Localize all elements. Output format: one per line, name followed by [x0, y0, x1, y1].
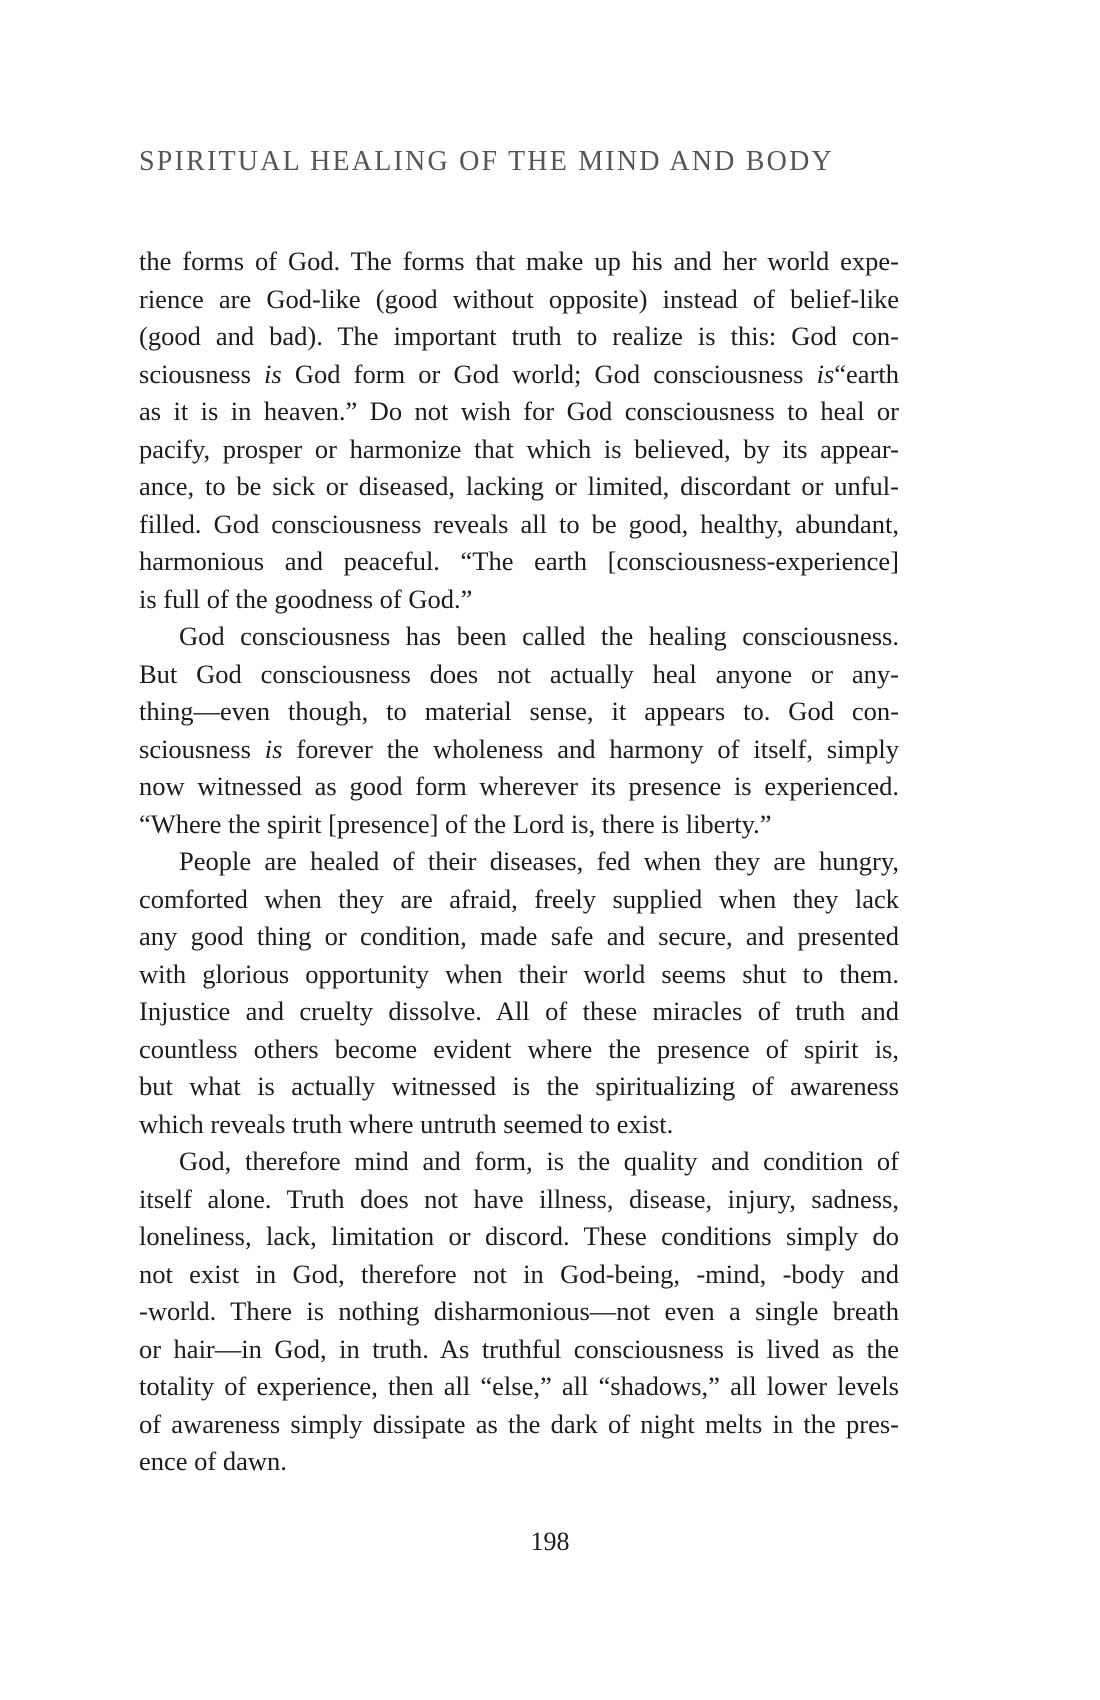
text-line: [139, 1181, 899, 1219]
text-segment: countless others become evident where the presence of spirit is,: [139, 1033, 899, 1064]
text-line: [139, 993, 899, 1031]
page-number: 198: [530, 1527, 570, 1556]
text-segment: but what is actually witnessed is the spiritualizing of awareness: [139, 1071, 899, 1101]
text-segment: harmonious and peaceful. “The earth [consciousness-experience]: [139, 546, 899, 576]
text-segment: is full of the goodness of God.”: [139, 583, 473, 614]
text-line: [139, 431, 899, 469]
text-line: [139, 1256, 899, 1294]
text-segment: totality of experience, then all “else,” all “shadows,” all lower levels: [139, 1371, 899, 1401]
text-segment: ence of dawn.: [139, 1446, 287, 1476]
text-segment: ance, to be sick or diseased, lacking or limited, discordant or unful-: [139, 471, 899, 501]
text-segment: the forms of God. The forms that make up his and her world expe-: [139, 246, 899, 276]
text-segment: of awareness simply dissipate as the dark of night melts in the pres-: [139, 1408, 899, 1439]
text-segment: But God consciousness does not actually heal anyone or any-: [139, 658, 899, 689]
emphasis: is: [816, 358, 835, 389]
text-segment: forever the wholeness and harmony of itself, simply: [282, 733, 899, 764]
paragraph: [139, 243, 899, 618]
text-segment: “earth: [834, 358, 900, 389]
emphasis: is: [264, 733, 283, 764]
text-line: [139, 281, 899, 319]
text-segment: -world. There is nothing disharmonious—not even a single breath: [139, 1296, 899, 1326]
text-segment: or hair—in God, in truth. As truthful consciousness is lived as the: [139, 1333, 899, 1364]
text-line: [139, 393, 899, 431]
text-segment: comforted when they are afraid, freely supplied when they lack: [139, 883, 899, 914]
text-segment: filled. God consciousness reveals all to be good, healthy, abundant,: [139, 508, 899, 539]
paragraph: [139, 1143, 899, 1481]
text-segment: “Where the spirit [presence] of the Lord is, there is liberty.”: [139, 808, 772, 839]
paragraph: [139, 618, 899, 843]
text-line: [139, 918, 899, 956]
text-segment: loneliness, lack, limitation or discord. These conditions simply do: [139, 1221, 899, 1251]
text-line: [139, 1031, 899, 1069]
text-line: [139, 506, 899, 544]
text-line: [139, 843, 899, 881]
text-line: [139, 1443, 899, 1481]
text-segment: itself alone. Truth does not have illness, disease, injury, sadness,: [139, 1183, 899, 1214]
text-line: [139, 1218, 899, 1256]
text-line: [139, 881, 899, 919]
text-line: [139, 806, 899, 844]
text-segment: People are healed of their diseases, fed when they are hungry,: [179, 846, 899, 876]
text-line: [139, 1068, 899, 1106]
text-line: [139, 731, 899, 769]
text-line: [139, 956, 899, 994]
emphasis: is: [264, 358, 282, 389]
text-segment: God, therefore mind and form, is the quality and condition of: [179, 1146, 899, 1176]
text-segment: God consciousness has been called the healing consciousness.: [179, 621, 899, 651]
text-line: [139, 468, 899, 506]
text-line: [139, 656, 899, 694]
text-segment: with glorious opportunity when their world seems shut to them.: [139, 958, 899, 989]
text-line: [139, 693, 899, 731]
text-segment: thing—even though, to material sense, it appears to. God con-: [139, 696, 899, 726]
text-line: [139, 1368, 899, 1406]
text-segment: pacify, prosper or harmonize that which is believed, by its appear-: [139, 433, 899, 464]
text-line: [139, 1406, 899, 1444]
text-segment: (good and bad). The important truth to realize is this: God con-: [139, 321, 899, 351]
body-text: [139, 243, 899, 1481]
text-line: [139, 1143, 899, 1181]
text-line: [139, 1106, 899, 1144]
text-line: [139, 318, 899, 356]
text-segment: sciousness: [139, 733, 265, 764]
text-line: [139, 768, 899, 806]
text-segment: now witnessed as good form wherever its presence is experienced.: [139, 771, 899, 801]
text-line: [139, 243, 899, 281]
text-line: [139, 1331, 899, 1369]
text-segment: sciousness: [139, 358, 265, 389]
text-segment: rience are God-like (good without opposite) instead of belief-like: [139, 283, 899, 314]
text-line: [139, 543, 899, 581]
running-head: SPIRITUAL HEALING OF THE MIND AND BODY: [139, 146, 834, 177]
text-line: [139, 618, 899, 656]
text-segment: not exist in God, therefore not in God-being, -mind, -body and: [139, 1258, 899, 1289]
text-segment: any good thing or condition, made safe and secure, and presented: [139, 921, 899, 951]
text-segment: as it is in heaven.” Do not wish for God consciousness to heal or: [139, 396, 899, 426]
text-segment: God form or God world; God consciousness: [281, 358, 817, 389]
text-line: [139, 356, 899, 394]
text-segment: which reveals truth where untruth seemed to exist.: [139, 1108, 674, 1139]
text-line: [139, 581, 899, 619]
paragraph: [139, 843, 899, 1143]
text-segment: Injustice and cruelty dissolve. All of these miracles of truth and: [139, 996, 899, 1026]
text-line: [139, 1293, 899, 1331]
